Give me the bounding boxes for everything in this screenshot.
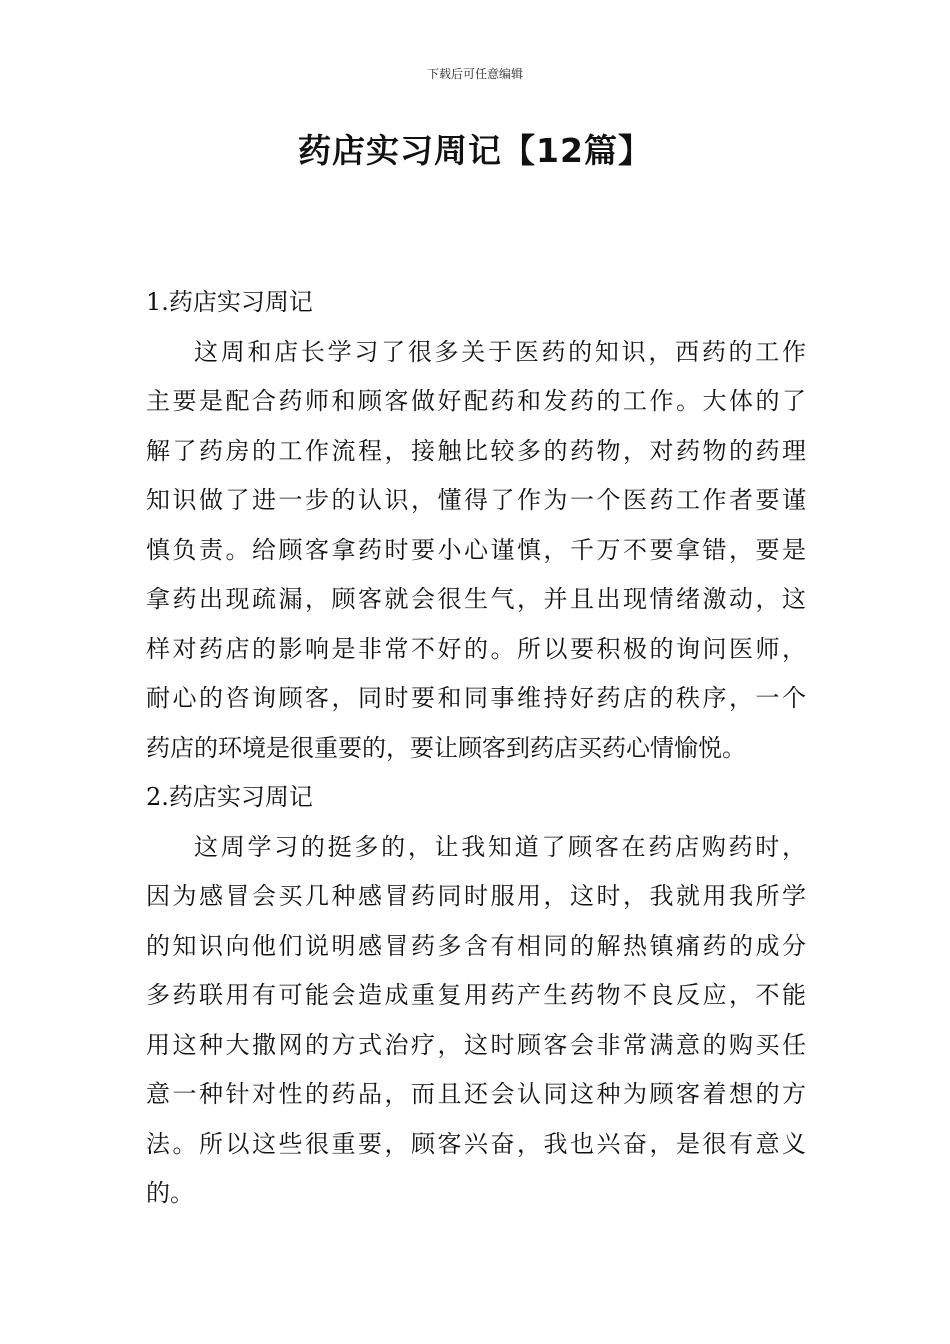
paragraph-line: 法。所以这些很重要，顾客兴奋，我也兴奋，是很有意义 — [146, 1129, 806, 1158]
paragraph-line: 药店的环境是很重要的，要让顾客到药店买药心情愉悦。 — [146, 733, 746, 762]
document-body — [146, 278, 806, 1219]
section-1 — [146, 278, 806, 773]
paragraph-line: 知识做了进一步的认识，懂得了作为一个医药工作者要谨 — [146, 486, 806, 514]
paragraph-line: 主要是配合药师和顾客做好配药和发药的工作。大体的了 — [146, 387, 806, 415]
paragraph-line: 这周学习的挺多的，让我知道了顾客在药店购药时， — [194, 832, 806, 861]
paragraph-line: 多药联用有可能会造成重复用药产生药物不良反应，不能 — [146, 981, 806, 1009]
paragraph — [146, 823, 806, 1219]
paragraph-line: 解了药房的工作流程，接触比较多的药物，对药物的药理 — [146, 436, 806, 465]
document-title: 药店实习周记【12篇】 — [298, 131, 652, 170]
paragraph-line: 的。 — [146, 1179, 194, 1207]
page-header-note: 下载后可任意编辑 — [426, 67, 523, 81]
paragraph — [146, 328, 806, 774]
paragraph-line: 意一种针对性的药品，而且还会认同这种为顾客着想的方 — [146, 1080, 806, 1108]
section-2 — [146, 773, 806, 1219]
section-heading: 2.药店实习周记 — [146, 783, 313, 811]
paragraph-line: 的知识向他们说明感冒药多含有相同的解热镇痛药的成分 — [146, 931, 806, 960]
section-heading: 1.药店实习周记 — [146, 288, 313, 316]
paragraph-line: 样对药店的影响是非常不好的。所以要积极的询问医师， — [146, 634, 806, 663]
paragraph-line: 因为感冒会买几种感冒药同时服用，这时，我就用我所学 — [146, 882, 806, 910]
paragraph-line: 用这种大撒网的方式治疗，这时顾客会非常满意的购买任 — [146, 1030, 806, 1059]
paragraph-line: 耐心的咨询顾客，同时要和同事维持好药店的秩序，一个 — [146, 684, 806, 712]
paragraph-line: 慎负责。给顾客拿药时要小心谨慎，千万不要拿错，要是 — [146, 535, 806, 564]
paragraph-line: 这周和店长学习了很多关于医药的知识，西药的工作 — [194, 337, 806, 366]
paragraph-line: 拿药出现疏漏，顾客就会很生气，并且出现情绪激动，这 — [146, 585, 806, 613]
